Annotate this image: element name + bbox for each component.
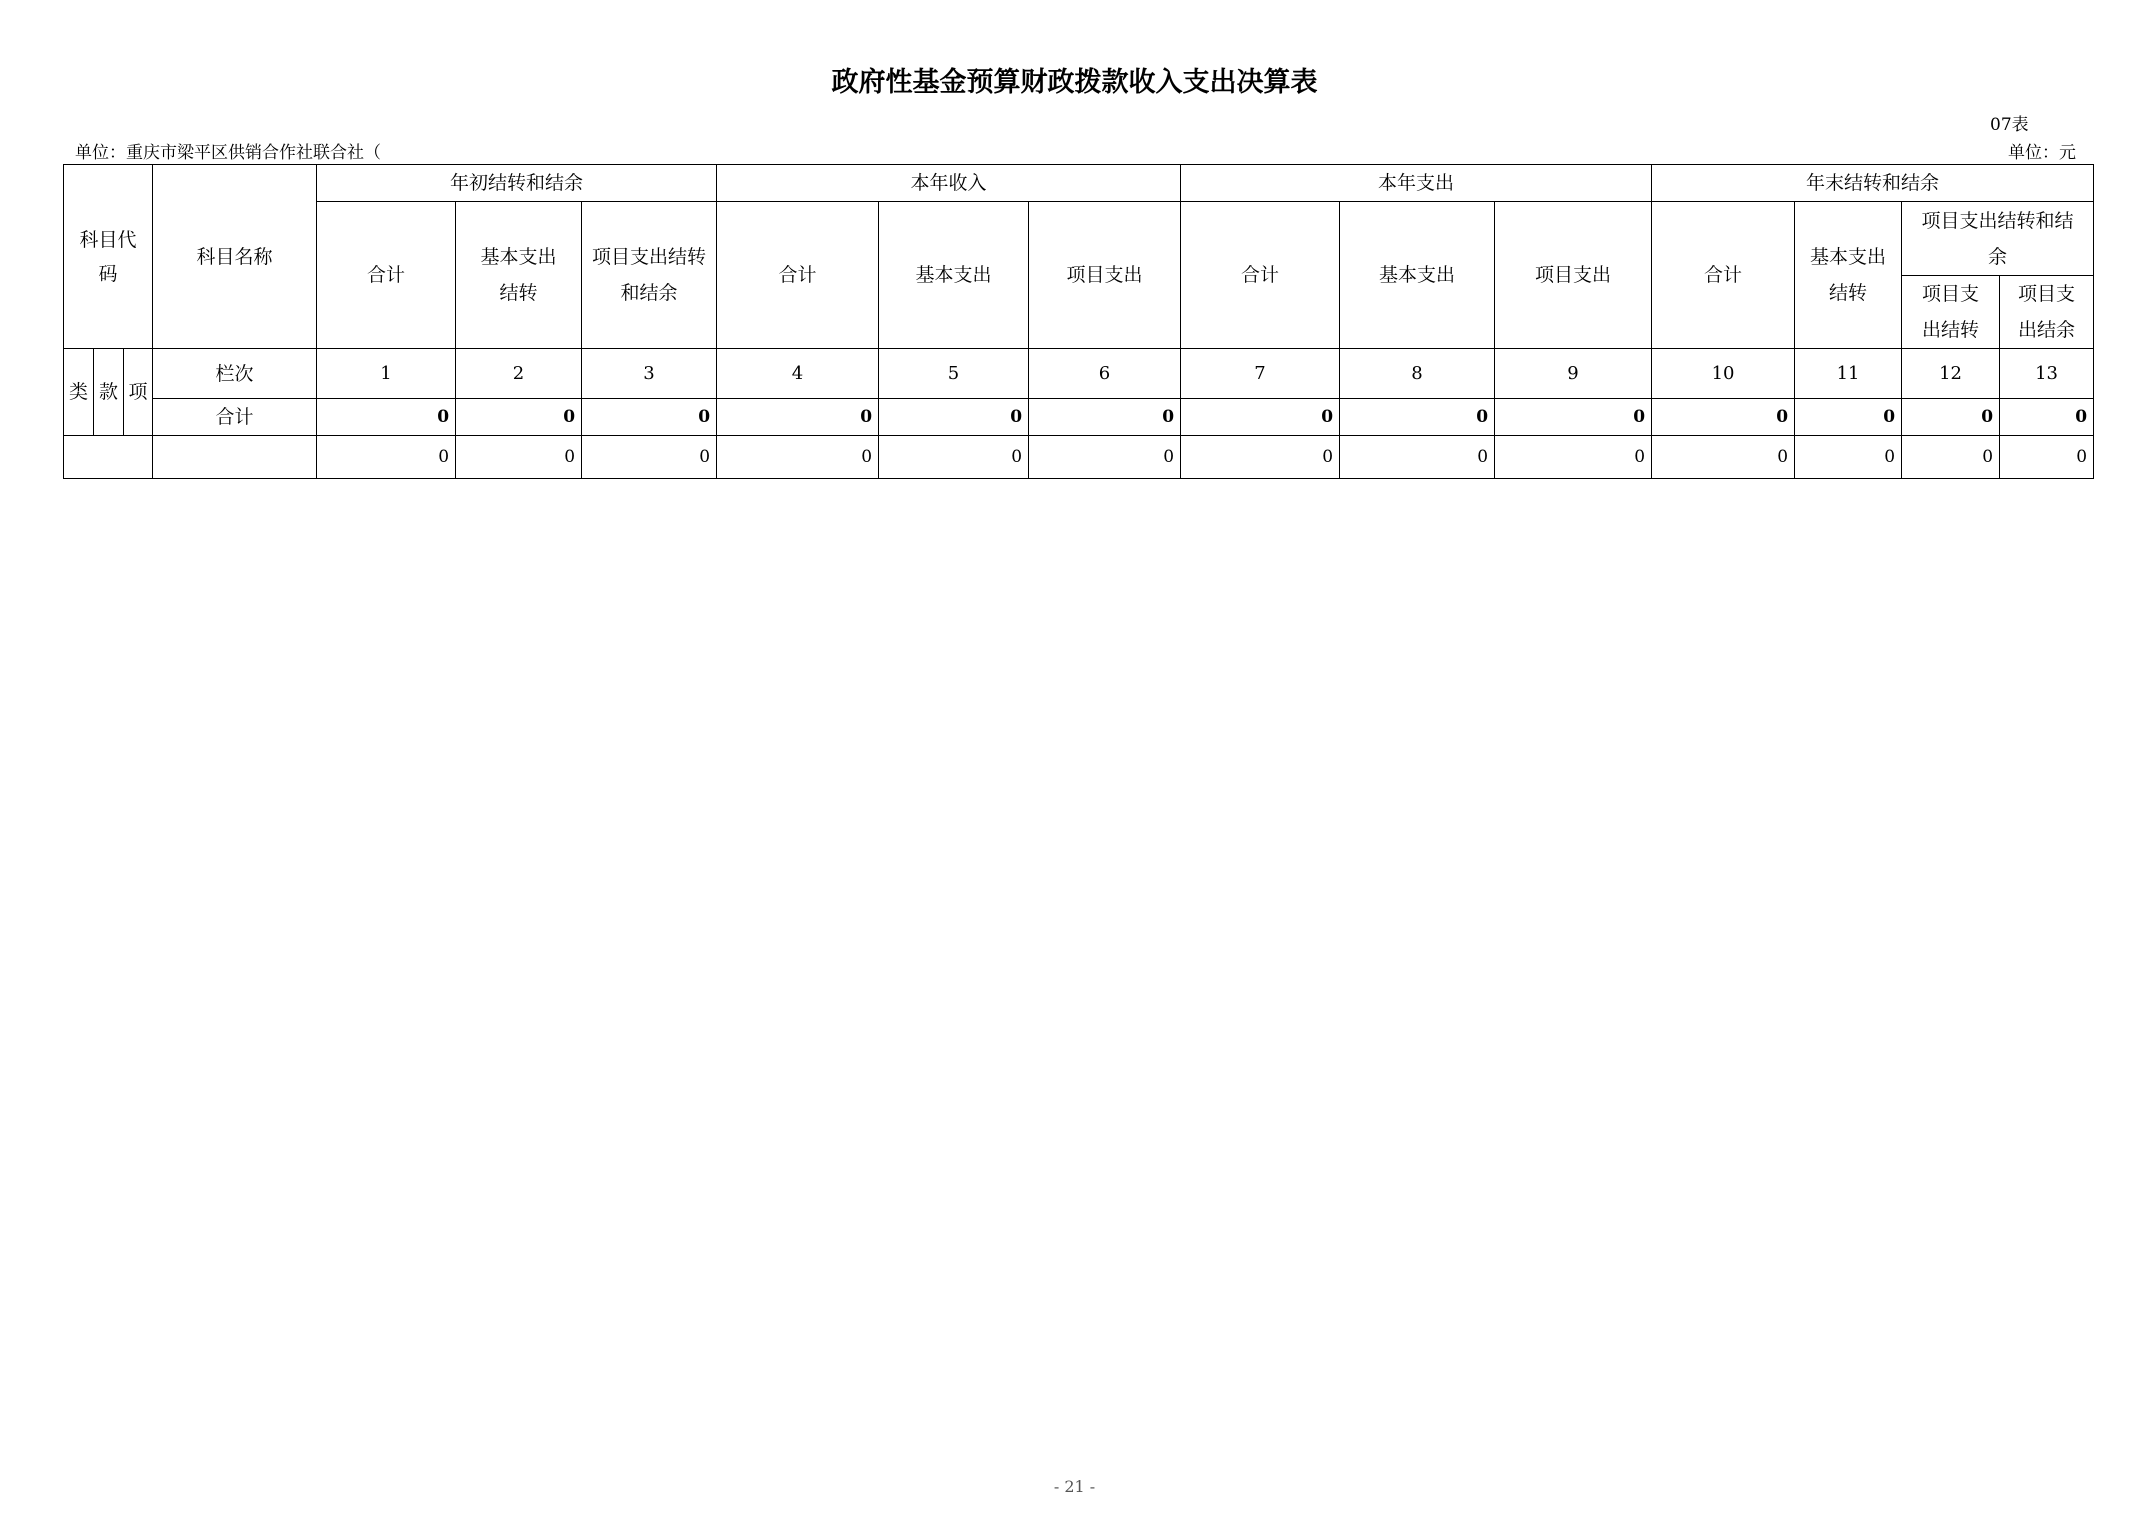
col-number: 8 — [1340, 349, 1495, 399]
page-title: 政府性基金预算财政拨款收入支出决算表 — [831, 67, 1318, 98]
total-cell: 0 — [879, 399, 1029, 436]
total-row — [64, 399, 2094, 436]
header-col-7: 合计 — [1181, 202, 1340, 349]
total-cell: 0 — [582, 399, 717, 436]
header-col-1: 合计 — [317, 202, 456, 349]
header-col-10: 合计 — [1652, 202, 1795, 349]
header-col-12-group: 项目支出结转和结余 — [1902, 202, 2094, 276]
total-cell: 0 — [456, 399, 582, 436]
data-cell: 0 — [317, 436, 456, 479]
header-kuan: 款 — [94, 349, 124, 436]
header-row-1 — [64, 165, 2094, 202]
col-number: 12 — [1902, 349, 2000, 399]
data-cell: 0 — [1652, 436, 1795, 479]
col-number: 3 — [582, 349, 717, 399]
budget-table — [63, 164, 2094, 479]
data-cell: 0 — [1340, 436, 1495, 479]
total-label: 合计 — [153, 399, 317, 436]
total-cell: 0 — [1652, 399, 1795, 436]
header-col-4: 合计 — [717, 202, 879, 349]
data-cell: 0 — [1495, 436, 1652, 479]
header-col-11: 基本支出结转 — [1795, 202, 1902, 349]
header-row-2 — [64, 202, 2094, 276]
data-cell: 0 — [1795, 436, 1902, 479]
total-cell: 0 — [1495, 399, 1652, 436]
data-cell: 0 — [1029, 436, 1181, 479]
data-cell: 0 — [1902, 436, 2000, 479]
data-row — [64, 436, 2094, 479]
col-number: 4 — [717, 349, 879, 399]
header-group-expense: 本年支出 — [1181, 165, 1652, 202]
data-cell: 0 — [879, 436, 1029, 479]
header-name: 科目名称 — [153, 165, 317, 349]
total-cell: 0 — [1029, 399, 1181, 436]
total-cell: 0 — [2000, 399, 2094, 436]
column-number-row — [64, 349, 2094, 399]
page-number: - 21 - — [1053, 1477, 1096, 1496]
header-col-8: 基本支出 — [1340, 202, 1495, 349]
header-lanci: 栏次 — [153, 349, 317, 399]
header-col-2: 基本支出结转 — [456, 202, 582, 349]
data-cell: 0 — [582, 436, 717, 479]
col-number: 1 — [317, 349, 456, 399]
header-group-income: 本年收入 — [717, 165, 1181, 202]
header-col-5: 基本支出 — [879, 202, 1029, 349]
header-col-6: 项目支出 — [1029, 202, 1181, 349]
col-number: 7 — [1181, 349, 1340, 399]
data-cell: 0 — [717, 436, 879, 479]
col-number: 11 — [1795, 349, 1902, 399]
total-cell: 0 — [1795, 399, 1902, 436]
data-name-cell — [153, 436, 317, 479]
header-col-3: 项目支出结转和结余 — [582, 202, 717, 349]
col-number: 13 — [2000, 349, 2094, 399]
data-cell: 0 — [1181, 436, 1340, 479]
col-number: 6 — [1029, 349, 1181, 399]
col-number: 2 — [456, 349, 582, 399]
col-number: 10 — [1652, 349, 1795, 399]
header-group-opening: 年初结转和结余 — [317, 165, 717, 202]
unit-label-left: 单位：重庆市梁平区供销合作社联合社（ — [75, 143, 381, 163]
data-cell: 0 — [2000, 436, 2094, 479]
header-col-9: 项目支出 — [1495, 202, 1652, 349]
data-cell: 0 — [456, 436, 582, 479]
form-number: 07表 — [1990, 115, 2029, 135]
col-number: 9 — [1495, 349, 1652, 399]
header-lei: 类 — [64, 349, 94, 436]
col-number: 5 — [879, 349, 1029, 399]
header-col-12: 项目支出结转 — [1902, 276, 2000, 349]
header-xiang: 项 — [124, 349, 153, 436]
header-code: 科目代码 — [64, 165, 153, 349]
data-code-cell — [64, 436, 153, 479]
total-cell: 0 — [1902, 399, 2000, 436]
total-cell: 0 — [717, 399, 879, 436]
header-col-13: 项目支出结余 — [2000, 276, 2094, 349]
total-cell: 0 — [1181, 399, 1340, 436]
total-cell: 0 — [317, 399, 456, 436]
unit-label-right: 单位：元 — [2008, 143, 2076, 163]
total-cell: 0 — [1340, 399, 1495, 436]
header-group-closing: 年末结转和结余 — [1652, 165, 2094, 202]
